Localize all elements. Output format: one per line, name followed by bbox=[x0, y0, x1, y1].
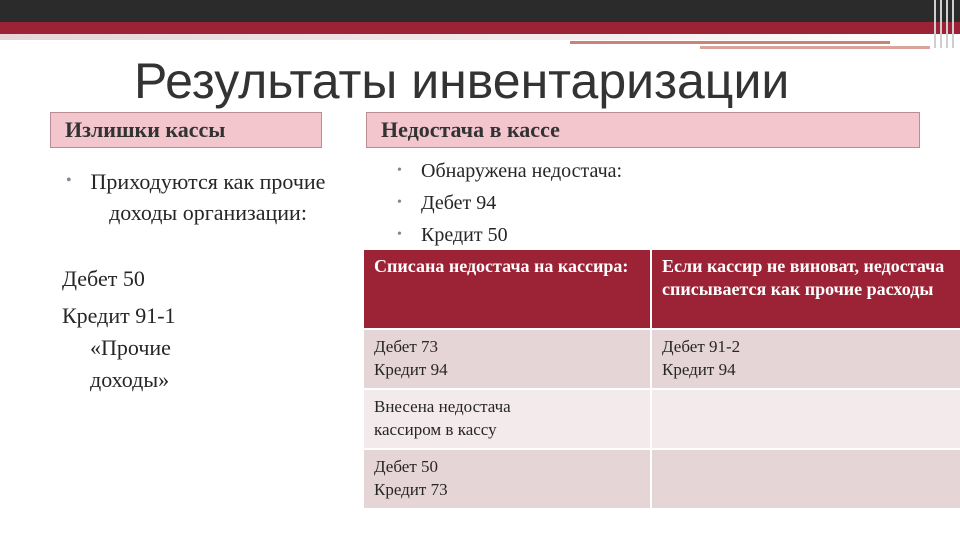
bullet-icon: • bbox=[397, 195, 402, 210]
table-cell bbox=[651, 329, 960, 389]
cell-line: Кредит 94 bbox=[374, 360, 448, 379]
shortage-bullets bbox=[393, 155, 793, 251]
cell-line: Внесена недостача bbox=[374, 397, 511, 416]
bullet-icon: • bbox=[66, 172, 72, 189]
table-header-cell: Списана недостача на кассира: bbox=[363, 249, 651, 329]
list-item bbox=[393, 155, 793, 187]
table-row bbox=[363, 389, 960, 449]
decor-vertical-lines bbox=[930, 0, 960, 48]
list-item bbox=[393, 187, 793, 219]
slide-title: Результаты инвентаризации bbox=[134, 53, 790, 109]
cell-line: Кредит 94 bbox=[662, 360, 736, 379]
list-item-text: Дебет 94 bbox=[421, 192, 497, 214]
shortage-table bbox=[362, 248, 960, 510]
shortage-header: Недостача в кассе bbox=[366, 112, 920, 148]
surplus-debit: Дебет 50 bbox=[62, 266, 145, 291]
table-row bbox=[363, 449, 960, 509]
surplus-bullet bbox=[62, 166, 332, 228]
surplus-credit: Кредит 91-1 bbox=[62, 303, 176, 328]
decor-line bbox=[570, 41, 890, 44]
table-cell bbox=[651, 389, 960, 449]
top-accent-bar bbox=[0, 22, 960, 34]
list-item bbox=[393, 219, 793, 251]
table-header-cell: Если кассир не виноват, недостача списывается как прочие расходы bbox=[651, 249, 960, 329]
cell-line: Дебет 91-2 bbox=[662, 337, 741, 356]
cell-line: Дебет 73 bbox=[374, 337, 438, 356]
surplus-header: Излишки кассы bbox=[50, 112, 322, 148]
list-item-text: Кредит 50 bbox=[421, 224, 508, 246]
table-row bbox=[363, 329, 960, 389]
surplus-account-name: доходы» bbox=[90, 367, 170, 392]
top-shade-bar bbox=[0, 34, 960, 40]
surplus-account-name: «Прочие bbox=[90, 335, 171, 360]
table-cell bbox=[363, 389, 651, 449]
cell-line: Дебет 50 bbox=[374, 457, 438, 476]
table-header-row bbox=[363, 249, 960, 329]
list-item-text: Обнаружена недостача: bbox=[421, 160, 623, 182]
table-cell bbox=[651, 449, 960, 509]
bullet-icon: • bbox=[397, 163, 402, 178]
surplus-bullet-text: Приходуются как прочие доходы организации: bbox=[90, 169, 326, 225]
decor-line bbox=[700, 46, 930, 49]
top-decor-bar bbox=[0, 0, 960, 22]
cell-line: Кредит 73 bbox=[374, 480, 448, 499]
table-cell bbox=[363, 329, 651, 389]
table-cell bbox=[363, 449, 651, 509]
cell-line: кассиром в кассу bbox=[374, 420, 497, 439]
bullet-icon: • bbox=[397, 227, 402, 242]
